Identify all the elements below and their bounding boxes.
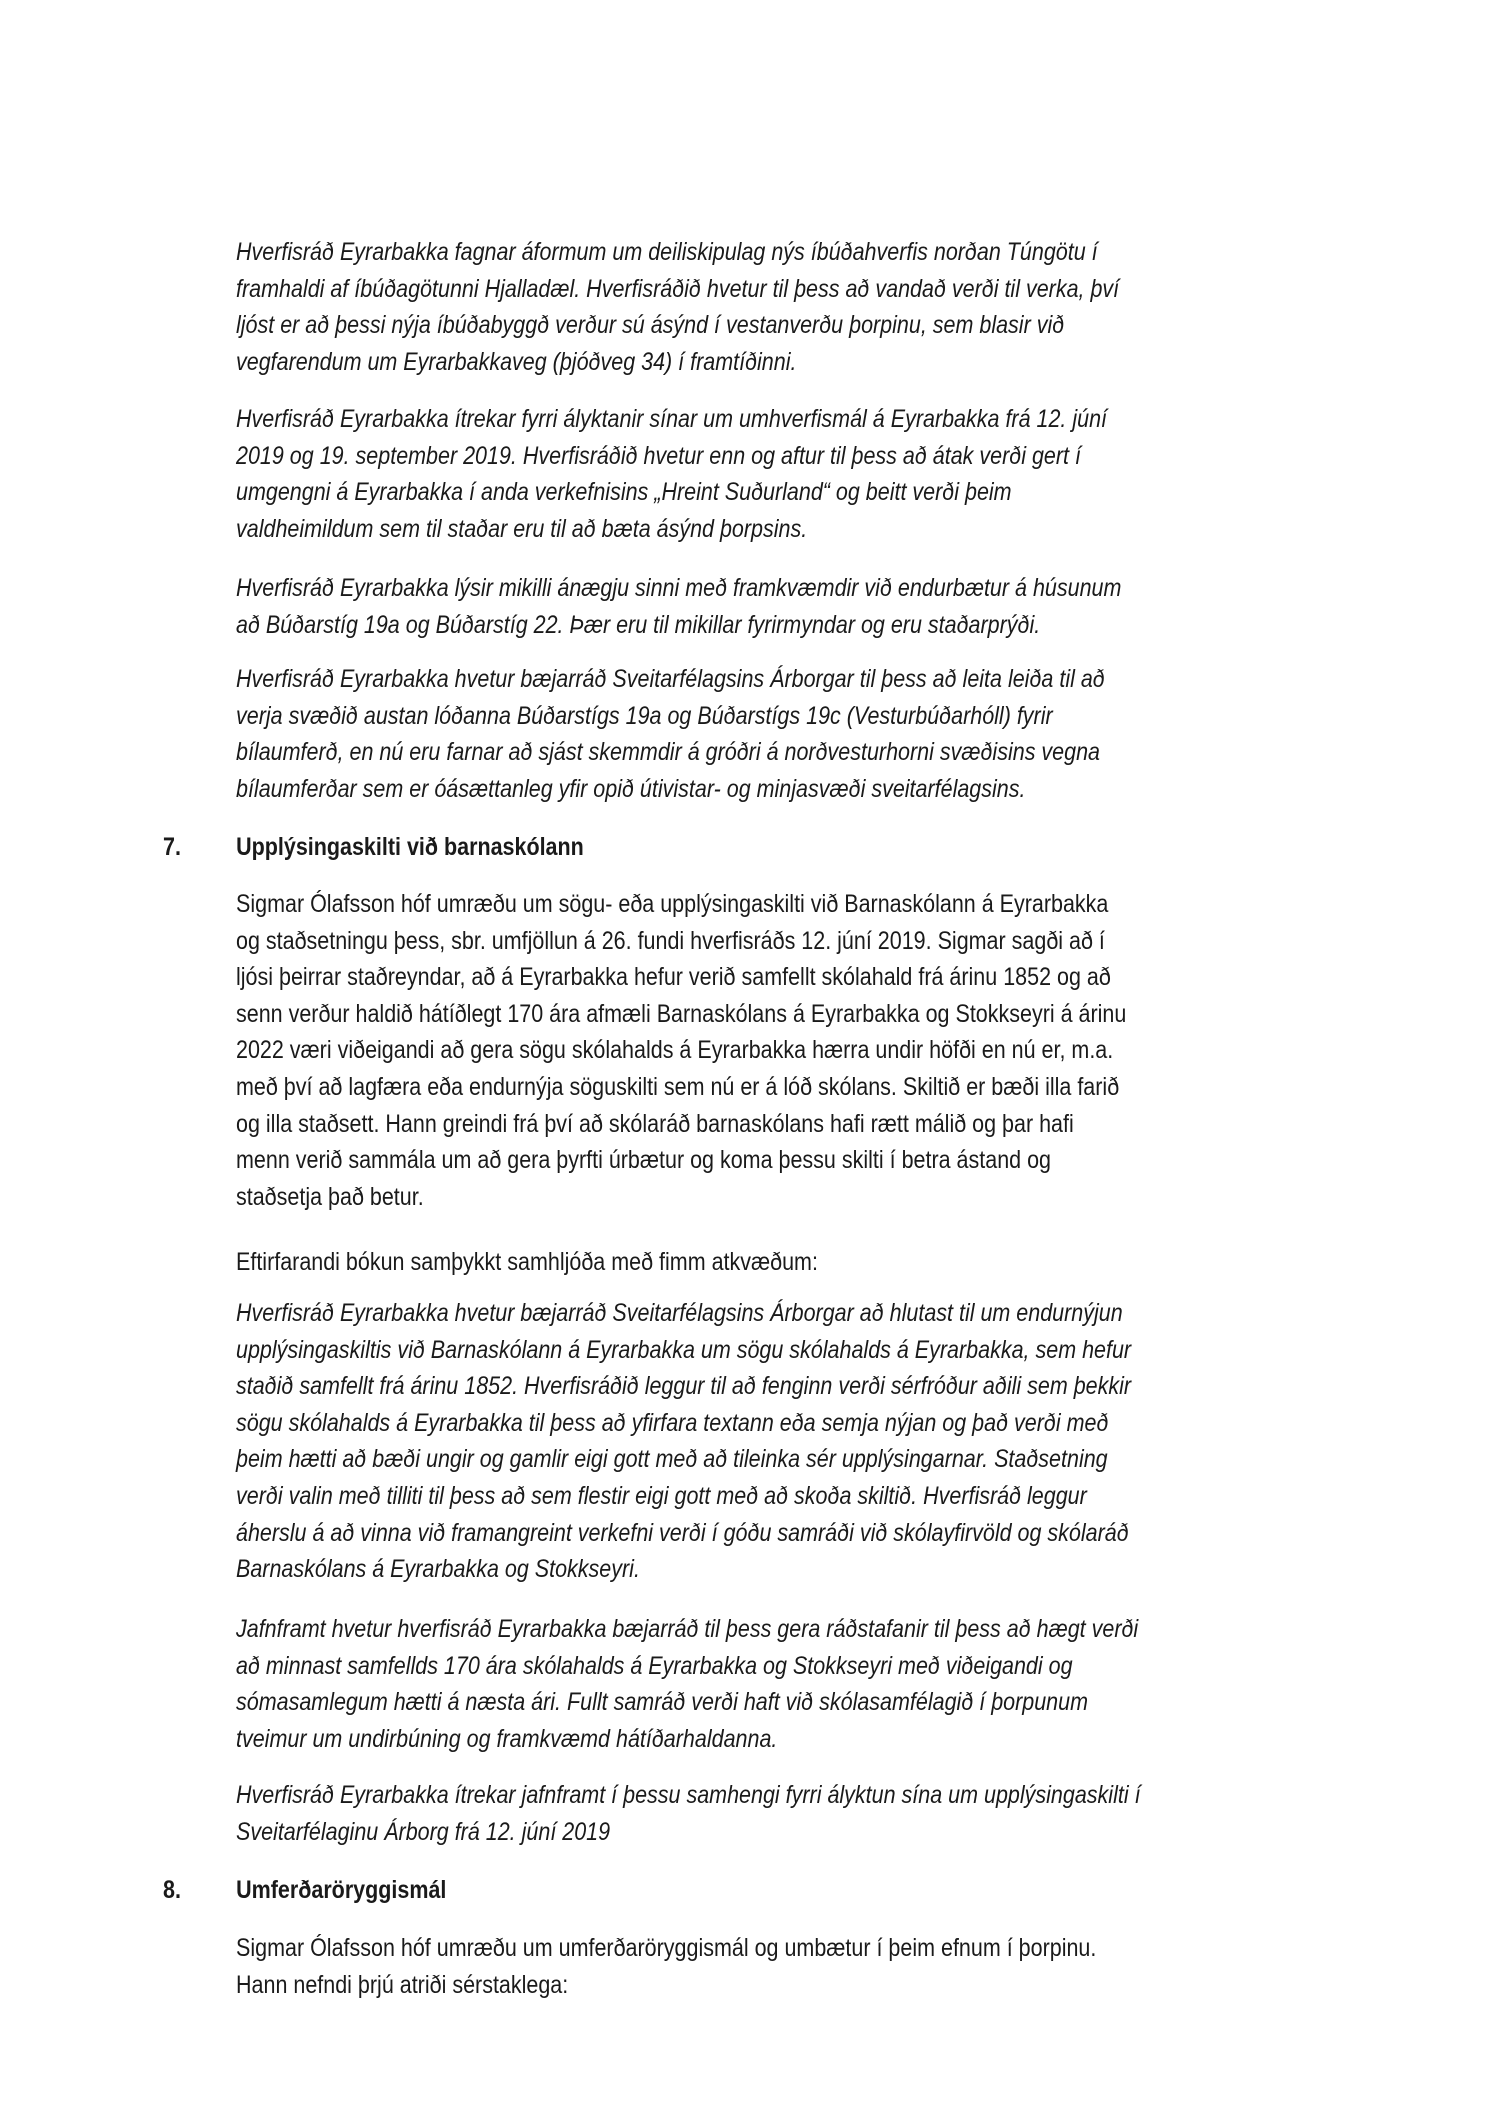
text-line: Barnaskólans á Eyrarbakka og Stokkseyri.: [236, 1555, 640, 1584]
text-line: Jafnframt hvetur hverfisráð Eyrarbakka bæjarráð til þess gera ráðstafanir til þess að hægt verði: [236, 1615, 1139, 1643]
text-line: staðið samfellt frá árinu 1852. Hverfisráðið leggur til að fenginn verði sérfróður aðili sem þekkir: [236, 1372, 1132, 1401]
text-line: 2019 og 19. september 2019. Hverfisráðið hvetur enn og aftur til þess að átak verði gert í: [236, 441, 1081, 470]
text-line: vegfarendum um Eyrarbakkaveg (þjóðveg 34) í framtíðinni.: [236, 347, 797, 376]
text-line: bílaumferðar sem er óásættanleg yfir opið útivistar- og minjasvæði sveitarfélagsins.: [236, 774, 1026, 803]
section-number: 7.: [163, 833, 181, 861]
text-line: Sigmar Ólafsson hóf umræðu um sögu- eða upplýsingaskilti við Barnaskólann á Eyrarbakka: [236, 890, 1109, 918]
text-line: þeim hætti að bæði ungir og gamlir eigi gott með að tileinka sér upplýsingarnar. Staðsetning: [236, 1445, 1108, 1474]
text-line: Hverfisráð Eyrarbakka ítrekar jafnframt í þessu samhengi fyrri ályktun sína um upplýsingaskilti í: [236, 1781, 1141, 1809]
paragraph-vote: [236, 1244, 1356, 1281]
text-line: ljóst er að þessi nýja íbúðabyggð verður sú ásýnd í vestanverðu þorpinu, sem blasir við: [236, 311, 1065, 340]
text-line: staðsetja það betur.: [236, 1182, 424, 1211]
text-line: Sveitarfélaginu Árborg frá 12. júní 2019: [236, 1817, 611, 1846]
paragraph-sign-discussion: [236, 886, 1356, 1215]
text-line: upplýsingaskiltis við Barnaskólann á Eyrarbakka um sögu skólahalds á Eyrarbakka, sem hefur: [236, 1335, 1132, 1364]
paragraph-anniversary: [236, 1611, 1356, 1757]
text-line: Eftirfarandi bókun samþykkt samhljóða með fimm atkvæðum:: [236, 1248, 818, 1276]
paragraph-traffic-area: [236, 661, 1356, 807]
section-title: Upplýsingaskilti við barnaskólann: [236, 833, 584, 861]
text-line: verði valin með tilliti til þess að sem flestir eigi gott með að skoða skiltið. Hverfisráð leggur: [236, 1481, 1087, 1510]
section-heading-8: [163, 1872, 446, 1908]
text-line: Hverfisráð Eyrarbakka hvetur bæjarráð Sveitarfélagsins Árborgar að hlutast til um endurnýjun: [236, 1299, 1123, 1327]
section-heading-7: [163, 829, 584, 865]
text-line: tveimur um undirbúning og framkvæmd hátíðarhaldanna.: [236, 1724, 778, 1753]
section-number: 8.: [163, 1876, 181, 1904]
paragraph-renovations: [236, 570, 1356, 643]
text-line: Hverfisráð Eyrarbakka ítrekar fyrri ályktanir sínar um umhverfismál á Eyrarbakka frá 12. júní: [236, 405, 1108, 433]
text-line: sögu skólahalds á Eyrarbakka til þess að yfirfara textann eða semja nýjan og það verði með: [236, 1408, 1109, 1437]
text-line: valdheimildum sem til staðar eru til að bæta ásýnd þorpsins.: [236, 514, 808, 543]
text-line: umgengni á Eyrarbakka í anda verkefnisins „Hreint Suðurland“ og beitt verði þeim: [236, 478, 1012, 507]
text-line: Hverfisráð Eyrarbakka fagnar áformum um deiliskipulag nýs íbúðahverfis norðan Túngötu í: [236, 238, 1098, 266]
paragraph-traffic-safety: [236, 1930, 1356, 2003]
text-line: að minnast samfellds 170 ára skólahalds á Eyrarbakka og Stokkseyri með viðeigandi og: [236, 1651, 1073, 1680]
text-line: Sigmar Ólafsson hóf umræðu um umferðaröryggismál og umbætur í þeim efnum í þorpinu.: [236, 1934, 1097, 1962]
paragraph-new-neighborhood: [236, 234, 1356, 380]
text-line: með því að lagfæra eða endurnýja söguskilti sem nú er á lóð skólans. Skiltið er bæði illa farið: [236, 1072, 1120, 1101]
text-line: ljósi þeirrar staðreyndar, að á Eyrarbakka hefur verið samfellt skólahald frá árinu 1852 og að: [236, 963, 1111, 992]
text-line: 2022 væri viðeigandi að gera sögu skólahalds á Eyrarbakka hærra undir höfði en nú er, m.a.: [236, 1036, 1114, 1065]
paragraph-resolution: [236, 1295, 1356, 1588]
text-line: senn verður haldið hátíðlegt 170 ára afmæli Barnaskólans á Eyrarbakka og Stokkseyri á árinu: [236, 999, 1127, 1028]
text-line: framhaldi af íbúðagötunni Hjalladæl. Hverfisráðið hvetur til þess að vandað verði til verka, því: [236, 274, 1120, 303]
text-line: og staðsetningu þess, sbr. umfjöllun á 26. fundi hverfisráðs 12. júní 2019. Sigmar sagði að í: [236, 926, 1105, 955]
paragraph-environment: [236, 401, 1356, 547]
text-line: sómasamlegum hætti á næsta ári. Fullt samráð verði haft við skólasamfélagið í þorpunum: [236, 1688, 1089, 1717]
text-line: menn verið sammála um að gera þyrfti úrbætur og koma þessu skilti í betra ástand og: [236, 1146, 1051, 1175]
text-line: bílaumferð, en nú eru farnar að sjást skemmdir á gróðri á norðvesturhorni svæðisins vegna: [236, 738, 1101, 767]
text-line: og illa staðsett. Hann greindi frá því að skólaráð barnaskólans hafi rætt málið og þar hafi: [236, 1109, 1074, 1138]
text-line: áherslu á að vinna við framangreint verkefni verði í góðu samráði við skólayfirvöld og skólaráð: [236, 1518, 1129, 1547]
section-title: Umferðaröryggismál: [236, 1876, 447, 1904]
text-line: Hann nefndi þrjú atriði sérstaklega:: [236, 1970, 569, 1999]
text-line: Hverfisráð Eyrarbakka lýsir mikilli ánægju sinni með framkvæmdir við endurbætur á húsunum: [236, 574, 1122, 602]
text-line: Hverfisráð Eyrarbakka hvetur bæjarráð Sveitarfélagsins Árborgar til þess að leita leiða til að: [236, 665, 1105, 693]
text-line: verja svæðið austan lóðanna Búðarstígs 19a og Búðarstígs 19c (Vesturbúðarhóll) fyrir: [236, 701, 1053, 730]
paragraph-reiteration: [236, 1777, 1356, 1850]
text-line: að Búðarstíg 19a og Búðarstíg 22. Þær eru til mikillar fyrirmyndar og eru staðarprýði.: [236, 610, 1041, 639]
